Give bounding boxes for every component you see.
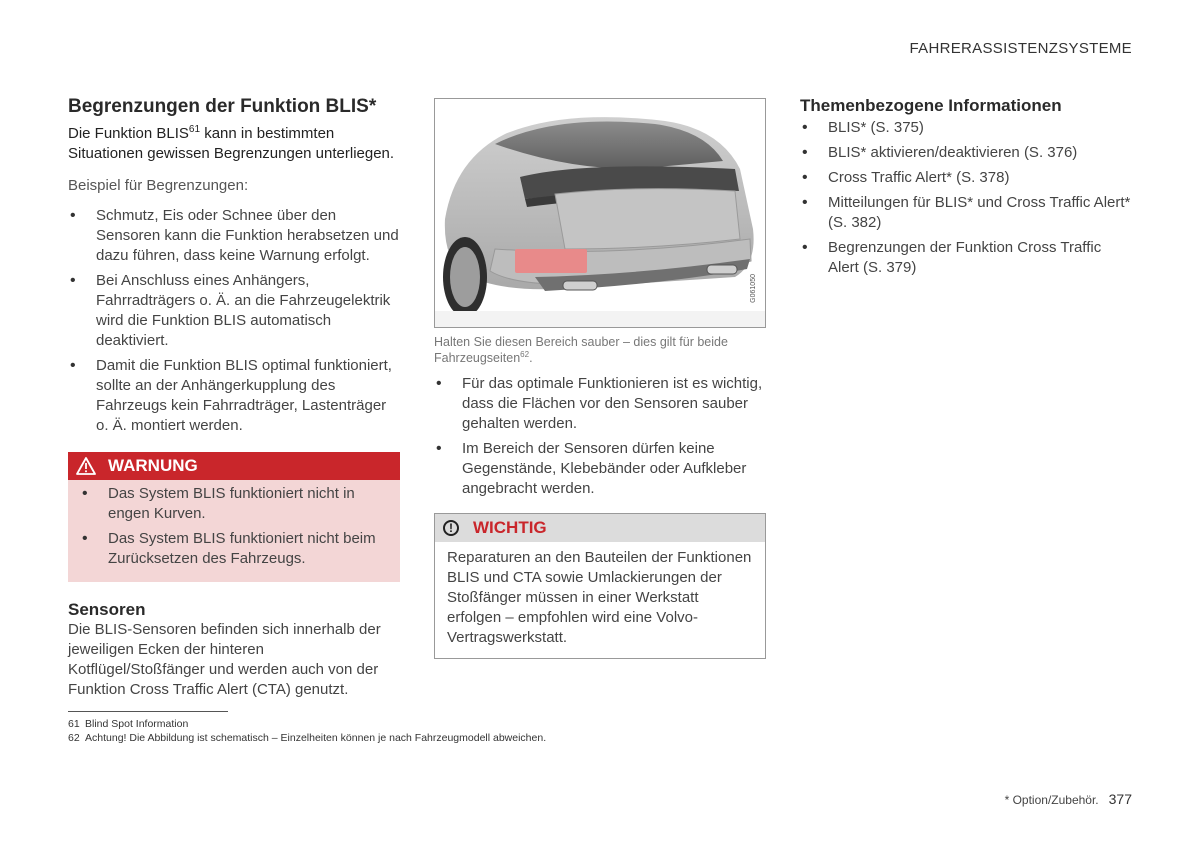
important-header: [435, 514, 765, 542]
cleaning-list: [434, 374, 766, 499]
limitations-list: [68, 206, 400, 436]
page-number: 377: [1108, 791, 1132, 807]
column-right: [800, 96, 1132, 283]
list-item: • Im Bereich der Sensoren dürfen keine Gegenstände, Klebebänder oder Aufkleber angebracht werden.: [434, 439, 766, 499]
footnote-rule: [68, 711, 228, 712]
list-item: • Das System BLIS funktioniert nicht in engen Kurven.: [80, 484, 388, 524]
warning-box: [68, 452, 400, 582]
warning-label: WARNUNG: [108, 456, 198, 475]
related-link[interactable]: • Cross Traffic Alert* (S. 378): [800, 168, 1132, 188]
footnote-ref-62[interactable]: 62: [520, 349, 530, 359]
intro-text: Die Funktion BLIS$^{61}$ kann in bestimmten Situationen gewissen Begrenzungen unterliegen.: [68, 124, 395, 162]
important-label: WICHTIG: [473, 518, 547, 537]
sensor-zone-highlight: [515, 249, 587, 273]
exclamation-circle-icon: !: [443, 520, 459, 536]
example-label: Beispiel für Begrenzungen:: [68, 177, 249, 194]
page-footer: [1005, 791, 1132, 807]
column-middle: [434, 98, 766, 659]
page-title: Begrenzungen der Funktion BLIS*: [68, 96, 377, 117]
warning-triangle-icon: [76, 457, 96, 475]
footnotes: [68, 711, 768, 745]
footnote-62: 62 Achtung! Die Abbildung ist schematisch – Einzelheiten können je nach Fahrzeugmodell abweichen.: [68, 732, 547, 744]
related-link[interactable]: • Mitteilungen für BLIS* und Cross Traffic Alert* (S. 382): [800, 193, 1132, 233]
option-note: * Option/Zubehör.: [1004, 793, 1099, 807]
list-item: • Für das optimale Funktionieren ist es wichtig, dass die Flächen vor den Sensoren sauber gehalten werden.: [434, 374, 766, 434]
related-info-heading: Themenbezogene Informationen: [800, 96, 1062, 115]
related-links-list: [800, 118, 1132, 278]
section-header: FAHRERASSISTENZSYSTEME: [909, 40, 1132, 57]
list-item: • Schmutz, Eis oder Schnee über den Sensoren kann die Funktion herabsetzen und dazu führen, dass keine Warnung erfolgt.: [68, 206, 400, 266]
footnote-ref-61[interactable]: 61: [188, 124, 201, 135]
figure-caption: Halten Sie diesen Bereich sauber – dies gilt für beide Fahrzeugseiten$^{62}$.: [434, 335, 728, 365]
sensors-heading: Sensoren: [68, 600, 146, 619]
list-item: • Das System BLIS funktioniert nicht beim Zurücksetzen des Fahrzeugs.: [80, 529, 388, 569]
warning-list: [80, 484, 388, 569]
related-link[interactable]: • Begrenzungen der Funktion Cross Traffic Alert (S. 379): [800, 238, 1132, 278]
important-text: Reparaturen an den Bauteilen der Funktionen BLIS und CTA sowie Umlackierungen der Stoßfänger müssen in einer Werkstatt erfolgen – empfohlen wird eine Volvo-Vertragswerkstatt.: [447, 549, 752, 646]
column-left: [68, 96, 400, 700]
figure-code: G061050: [750, 274, 757, 303]
warning-header: [68, 452, 400, 480]
list-item: • Bei Anschluss eines Anhängers, Fahrradträgers o. Ä. an die Fahrzeugelektrik wird die Funktion BLIS automatisch deaktiviert.: [68, 271, 400, 351]
car-rear-drawing: [435, 99, 765, 327]
list-item: • Damit die Funktion BLIS optimal funktioniert, sollte an der Anhängerkupplung des Fahrzeugs kein Fahrradträger, Lastenträger o. Ä. montiert werden.: [68, 356, 400, 436]
important-box: [434, 513, 766, 659]
related-link[interactable]: • BLIS* (S. 375): [800, 118, 1132, 138]
footnote-61: 61 Blind Spot Information: [68, 718, 189, 730]
related-link[interactable]: • BLIS* aktivieren/deaktivieren (S. 376): [800, 143, 1132, 163]
car-rear-illustration: [434, 98, 766, 328]
sensors-text: Die BLIS-Sensoren befinden sich innerhalb der jeweiligen Ecken der hinteren Kotflügel/Stoßfänger und werden auch von der Funktion Cross Traffic Alert (CTA) genutzt.: [68, 621, 381, 698]
